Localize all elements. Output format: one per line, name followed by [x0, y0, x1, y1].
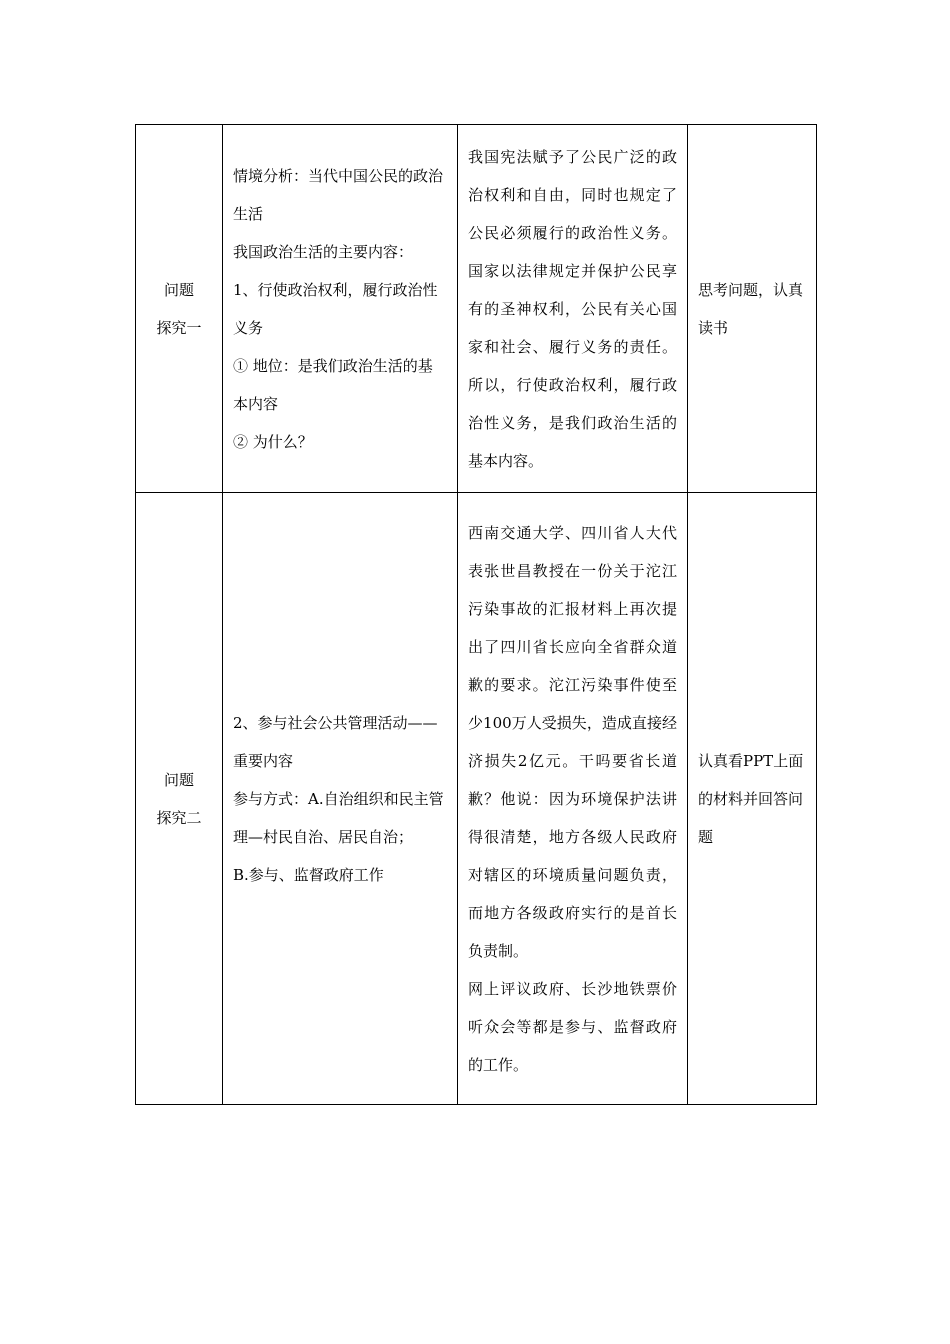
teaching-content-cell — [223, 493, 458, 1105]
material-paragraph: 网上评议政府、长沙地铁票价听众会等都是参与、监督政府的工作。 — [468, 979, 677, 1074]
content-line: 1、行使政治权利，履行政治性义务 — [233, 280, 438, 337]
content-line: 2、参与社会公共管理活动——重要内容 — [233, 713, 438, 770]
content-line: ① 地位：是我们政治生活的基本内容 — [233, 356, 433, 413]
student-activity-cell — [688, 125, 817, 493]
content-line: ② 为什么？ — [233, 432, 313, 451]
teaching-content-cell — [223, 125, 458, 493]
table-row — [136, 493, 817, 1105]
content-line: B.参与、监督政府工作 — [233, 865, 384, 884]
material-cell — [458, 493, 688, 1105]
section-label-cell — [136, 493, 223, 1105]
material-cell — [458, 125, 688, 493]
content-line: 情境分析：当代中国公民的政治生活 — [233, 166, 444, 223]
section-label-line: 问题 — [163, 280, 194, 299]
lesson-plan-table — [135, 124, 817, 1105]
section-label-line: 探究二 — [156, 808, 202, 827]
material-paragraph: 西南交通大学、四川省人大代表张世昌教授在一份关于沱江污染事故的汇报材料上再次提出了四川省长应向全省群众道歉的要求。沱江污染事件使至少100万人受损失，造成直接经济损失2亿元。干吗要省长道歉？他说：因为环境保护法讲得很清楚，地方各级人民政府对辖区的环境质量问题负责，而地方各级政府实行的是首长负责制。 — [468, 523, 677, 960]
table-row — [136, 125, 817, 493]
activity-text: 认真看PPT上面的材料并回答问题 — [698, 751, 804, 846]
content-line: 参与方式：A.自治组织和民主管理—村民自治、居民自治； — [233, 789, 444, 846]
student-activity-cell — [688, 493, 817, 1105]
material-paragraph: 我国宪法赋予了公民广泛的政治权利和自由，同时也规定了公民必须履行的政治性义务。国家以法律规定并保护公民享有的圣神权利，公民有关心国家和社会、履行义务的责任。所以，行使政治权利，履行政治性义务，是我们政治生活的基本内容。 — [468, 147, 677, 470]
activity-text: 思考问题，认真读书 — [698, 280, 804, 337]
section-label-cell — [136, 125, 223, 493]
section-label-line: 问题 — [163, 770, 194, 789]
section-label-line: 探究一 — [156, 318, 202, 337]
content-line: 我国政治生活的主要内容： — [233, 242, 414, 261]
